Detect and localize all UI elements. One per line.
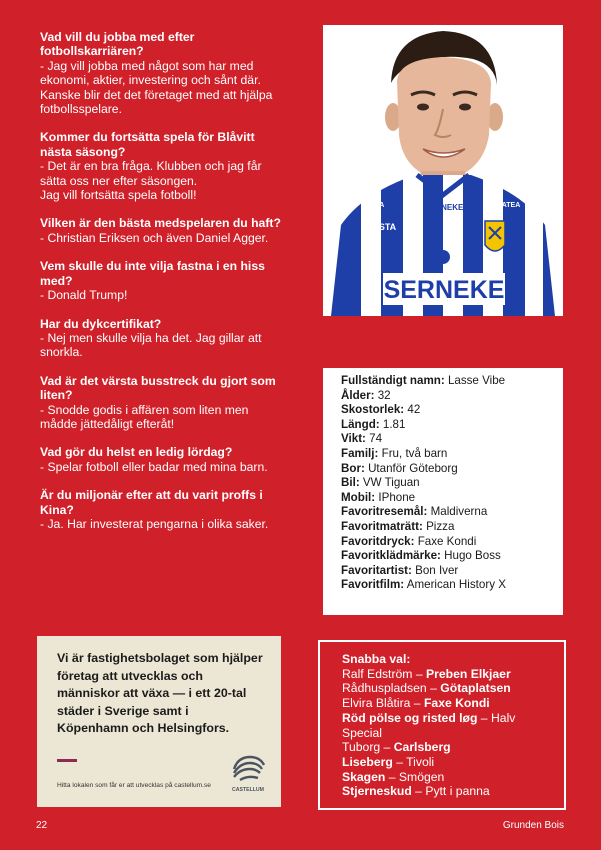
fact-row xyxy=(341,403,553,418)
fact-label: Mobil: xyxy=(341,490,376,504)
fact-label: Favoritdryck: xyxy=(341,534,415,548)
fact-row xyxy=(341,549,553,564)
castellum-logo xyxy=(228,753,268,793)
sleeve-text-left: ATEA xyxy=(365,202,385,209)
quick-pick-option-a: Skagen xyxy=(342,769,386,784)
fact-value: 74 xyxy=(369,432,383,446)
fact-row xyxy=(341,374,553,389)
quick-pick-option-b: Faxe Kondi xyxy=(423,696,490,711)
quick-pick-item xyxy=(342,784,554,799)
fact-label: Vikt: xyxy=(341,432,366,446)
qa-item xyxy=(40,374,285,432)
fact-row xyxy=(341,476,553,491)
quick-pick-option-b: Preben Elkjaer xyxy=(426,666,511,681)
fact-value: 1.81 xyxy=(382,417,406,431)
qa-item xyxy=(40,30,285,116)
ad-divider xyxy=(57,759,77,762)
fact-value: VW Tiguan xyxy=(362,476,420,490)
interview-column xyxy=(40,30,285,545)
qa-item xyxy=(40,259,285,302)
quick-pick-option-b: Smögen xyxy=(398,769,445,784)
qa-question: Vem skulle du inte vilja fastna i en hiss med? xyxy=(40,259,265,288)
rasta-text: RASTA xyxy=(365,222,397,232)
qa-answer: - Donald Trump! xyxy=(40,288,128,303)
fact-value: 42 xyxy=(407,403,421,417)
quick-pick-item xyxy=(342,770,554,785)
fact-value: 32 xyxy=(377,388,391,402)
fact-label: Längd: xyxy=(341,417,380,431)
quick-pick-option-a: Tuborg xyxy=(342,740,381,755)
facts-box xyxy=(323,368,563,615)
quick-pick-separator: – xyxy=(385,769,399,784)
fact-value: Hugo Boss xyxy=(444,549,501,563)
castellum-logo-icon xyxy=(228,753,268,793)
quick-pick-separator: – xyxy=(410,696,424,711)
qa-answer: - Ja. Har investerat pengarna i olika saker. xyxy=(40,516,269,531)
page-number: 22 xyxy=(36,820,48,831)
qa-question: Vad vill du jobba med efter fotbollskarriären? xyxy=(40,30,195,59)
footer-title: Grunden Bois xyxy=(502,820,564,831)
quick-pick-item xyxy=(342,711,554,740)
quick-pick-item xyxy=(342,667,554,682)
quick-pick-option-a: Liseberg xyxy=(342,754,393,769)
fact-label: Bil: xyxy=(341,476,360,490)
qa-question: Är du miljonär efter att du varit proffs i Kina? xyxy=(40,488,263,517)
chest-sponsor: SERNEKE xyxy=(383,276,505,304)
qa-question: Vad är det värsta busstreck du gjort som liten? xyxy=(40,373,276,403)
fact-row xyxy=(341,505,553,520)
sleeve-text-right: ATEA xyxy=(501,202,521,209)
fact-row xyxy=(341,447,553,462)
fact-label: Fullständigt namn: xyxy=(341,374,445,387)
quick-pick-option-b: Götaplatsen xyxy=(440,681,511,696)
fact-value: Utanför Göteborg xyxy=(368,461,458,475)
club-crest-icon xyxy=(485,221,505,251)
kappa-logo-icon xyxy=(436,250,450,264)
qa-answer: - Christian Eriksen och även Daniel Agger. xyxy=(40,230,269,245)
fact-row xyxy=(341,520,553,535)
fact-label: Skostorlek: xyxy=(341,403,405,417)
qa-question: Kommer du fortsätta spela för Blåvitt nästa säsong? xyxy=(40,130,255,159)
quick-pick-option-a: Rådhuspladsen xyxy=(342,681,427,696)
quick-pick-separator: – xyxy=(426,681,441,696)
fact-label: Familj: xyxy=(341,446,379,460)
qa-question: Vilken är den bästa medspelaren du haft? xyxy=(40,216,281,231)
ad-headline: Vi är fastighetsbolaget som hjälper företag att utvecklas och människor att växa — i ett 20-tal städer i Sverige samt i Köpenhamn och Helsingfors. xyxy=(57,651,263,736)
quick-picks-list xyxy=(342,667,554,799)
qa-item xyxy=(40,216,285,245)
qa-item xyxy=(40,445,285,474)
quick-pick-separator: – xyxy=(392,754,407,769)
fact-value: Bon Iver xyxy=(415,563,459,577)
quick-pick-separator: – xyxy=(380,740,394,755)
fact-row xyxy=(341,462,553,477)
fact-row xyxy=(341,578,553,593)
qa-answer: - Det är en bra fråga. Klubben och jag får sätta oss ner efter säsongen. Jag vill fortsätta spela fotboll! xyxy=(40,159,262,203)
qa-question: Vad gör du helst en ledig lördag? xyxy=(40,445,233,460)
quick-pick-item xyxy=(342,740,554,755)
fact-label: Favoritmaträtt: xyxy=(341,519,423,533)
quick-pick-separator: – xyxy=(477,710,491,725)
collar-sponsor: SERNEKE xyxy=(424,203,464,212)
quick-pick-option-a: Stjerneskud xyxy=(342,784,412,799)
player-portrait xyxy=(323,25,563,316)
fact-label: Favoritklädmärke: xyxy=(341,549,441,563)
fact-label: Favoritfilm: xyxy=(341,578,405,592)
qa-item xyxy=(40,130,285,202)
player-photo xyxy=(323,25,563,316)
quick-pick-item xyxy=(342,755,554,770)
qa-question: Har du dykcertifikat? xyxy=(40,316,162,331)
qa-answer: - Nej men skulle vilja ha det. Jag gillar att snorkla. xyxy=(40,330,262,360)
fact-label: Favoritartist: xyxy=(341,563,412,577)
fact-value: American History X xyxy=(406,578,506,592)
qa-item xyxy=(40,488,285,531)
fact-label: Bor: xyxy=(341,461,365,475)
quick-pick-option-b: Tivoli xyxy=(406,754,435,769)
quick-pick-separator: – xyxy=(411,784,426,799)
quick-pick-item xyxy=(342,696,554,711)
fact-row xyxy=(341,491,553,506)
fact-value: Faxe Kondi xyxy=(417,534,477,548)
qa-item xyxy=(40,317,285,360)
qa-answer: - Snodde godis i affären som liten men mådde jättedåligt efteråt! xyxy=(40,402,249,431)
fact-label: Ålder: xyxy=(341,388,375,402)
fact-row xyxy=(341,564,553,579)
quick-pick-option-a: Ralf Edström xyxy=(342,666,413,681)
quick-pick-separator: – xyxy=(412,666,426,681)
fact-label: Favoritresemål: xyxy=(341,505,428,519)
quick-pick-item xyxy=(342,681,554,696)
fact-row xyxy=(341,389,553,404)
fact-value: Fru, två barn xyxy=(381,446,448,460)
fact-row xyxy=(341,535,553,550)
fact-row xyxy=(341,432,553,447)
ad-footer: Hitta lokalen som får er att utvecklas på castellum.se xyxy=(57,782,211,789)
quick-picks-box xyxy=(318,640,566,810)
fact-value: Lasse Vibe xyxy=(447,374,506,387)
castellum-logo-text: CASTELLUM xyxy=(232,787,264,793)
quick-picks-title: Snabba val: xyxy=(342,652,411,666)
quick-pick-option-b: Halv Special xyxy=(342,710,516,740)
fact-value: IPhone xyxy=(378,490,416,504)
fact-row xyxy=(341,418,553,433)
quick-pick-option-b: Pytt i panna xyxy=(425,784,490,799)
qa-answer: - Jag vill jobba med något som har med ekonomi, aktier, investering och sånt där. Kanske blir det det företaget med att hjälpa fotbollsspelare. xyxy=(40,58,273,117)
quick-pick-option-a: Röd pölse og risted løg xyxy=(342,710,478,725)
qa-answer: - Spelar fotboll eller badar med mina barn. xyxy=(40,459,268,474)
fact-value: Maldiverna xyxy=(430,505,488,519)
quick-pick-option-b: Carlsberg xyxy=(393,740,451,755)
fact-value: Pizza xyxy=(426,519,455,533)
quick-pick-option-a: Elvira Blåtira xyxy=(342,696,411,711)
